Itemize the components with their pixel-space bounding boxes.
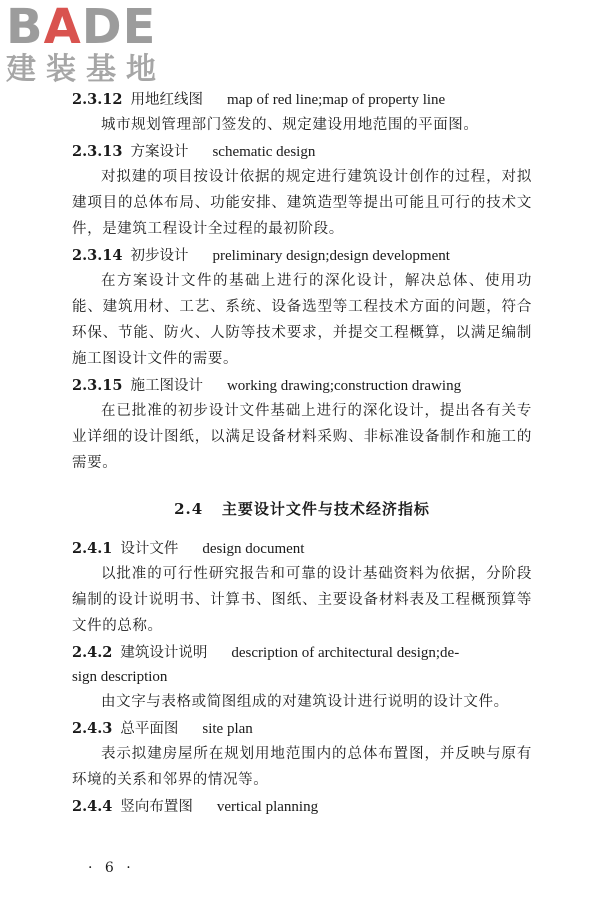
term-number: 2.3.12 (72, 91, 123, 108)
term-english: schematic design (212, 144, 316, 160)
watermark-logo (6, 2, 176, 94)
term-chinese: 总平面图 (120, 721, 179, 737)
term-entry (72, 244, 532, 372)
term-english: map of red line;map of property line (226, 92, 446, 108)
term-definition: 由文字与表格或简图组成的对建筑设计进行说明的设计文件。 (101, 694, 509, 710)
term-chinese: 方案设计 (130, 144, 189, 160)
term-number: 2.4.4 (72, 798, 113, 815)
section-title: 主要设计文件与技术经济指标 (221, 500, 430, 518)
term-definition: 以批准的可行性研究报告和可靠的设计基础资料为依据，分阶段编制的设计说明书、计算书、图纸、主要设备材料表及工程概预算等文件的总称。 (72, 566, 532, 634)
term-entry (72, 795, 532, 819)
term-header (72, 374, 532, 398)
term-number: 2.3.13 (72, 143, 123, 160)
term-header (72, 717, 532, 741)
term-header (72, 244, 532, 268)
term-english: description of architectural design;de- (231, 645, 460, 661)
term-entry (72, 140, 532, 242)
term-definition: 在已批准的初步设计文件基础上进行的深化设计，提出各有关专业详细的设计图纸，以满足设备材料采购、非标准设备制作和施工的需要。 (72, 403, 532, 471)
term-english: working drawing;construction drawing (226, 378, 462, 394)
term-number: 2.3.14 (72, 247, 123, 264)
logo-subtitle: 建装基地 (6, 52, 166, 87)
term-english-continued: sign description (72, 669, 168, 685)
logo-wordmark: BADE (6, 0, 157, 55)
term-entry (72, 88, 532, 138)
term-entry (72, 537, 532, 639)
term-header (72, 88, 532, 112)
page-number: · 6 · (88, 860, 135, 876)
term-number: 2.4.3 (72, 720, 113, 737)
term-number: 2.4.1 (72, 540, 113, 557)
term-chinese: 初步设计 (130, 248, 189, 264)
term-header (72, 795, 532, 819)
term-english: vertical planning (216, 799, 319, 815)
term-chinese: 用地红线图 (130, 92, 203, 108)
term-entry (72, 641, 532, 715)
term-entry (72, 374, 532, 476)
term-chinese: 建筑设计说明 (120, 645, 208, 661)
term-definition: 城市规划管理部门签发的、规定建设用地范围的平面图。 (101, 117, 479, 133)
term-definition: 表示拟建房屋所在规划用地范围内的总体布置图，并反映与原有环境的关系和邻界的情况等。 (72, 746, 532, 788)
section-number: 2.4 (174, 500, 204, 518)
term-number: 2.4.2 (72, 644, 113, 661)
section-heading (72, 498, 532, 519)
term-definition: 在方案设计文件的基础上进行的深化设计，解决总体、使用功能、建筑用材、工艺、系统、设备选型等工程技术方面的问题，符合环保、节能、防火、人防等技术要求，并提交工程概算，以满足编制施工图设计文件的需要。 (72, 273, 532, 367)
term-header (72, 641, 532, 689)
term-entry (72, 717, 532, 793)
term-header (72, 140, 532, 164)
document-page (72, 86, 532, 819)
term-english: site plan (202, 721, 253, 737)
term-chinese: 竖向布置图 (120, 799, 193, 815)
term-header (72, 537, 532, 561)
term-english: preliminary design;design development (212, 248, 450, 264)
term-definition: 对拟建的项目按设计依据的规定进行建筑设计创作的过程，对拟建项目的总体布局、功能安排、建筑造型等提出可能且可行的技术文件，是建筑工程设计全过程的最初阶段。 (72, 169, 532, 237)
term-chinese: 施工图设计 (130, 378, 203, 394)
term-number: 2.3.15 (72, 377, 123, 394)
term-chinese: 设计文件 (120, 541, 179, 557)
term-english: design document (202, 541, 305, 557)
